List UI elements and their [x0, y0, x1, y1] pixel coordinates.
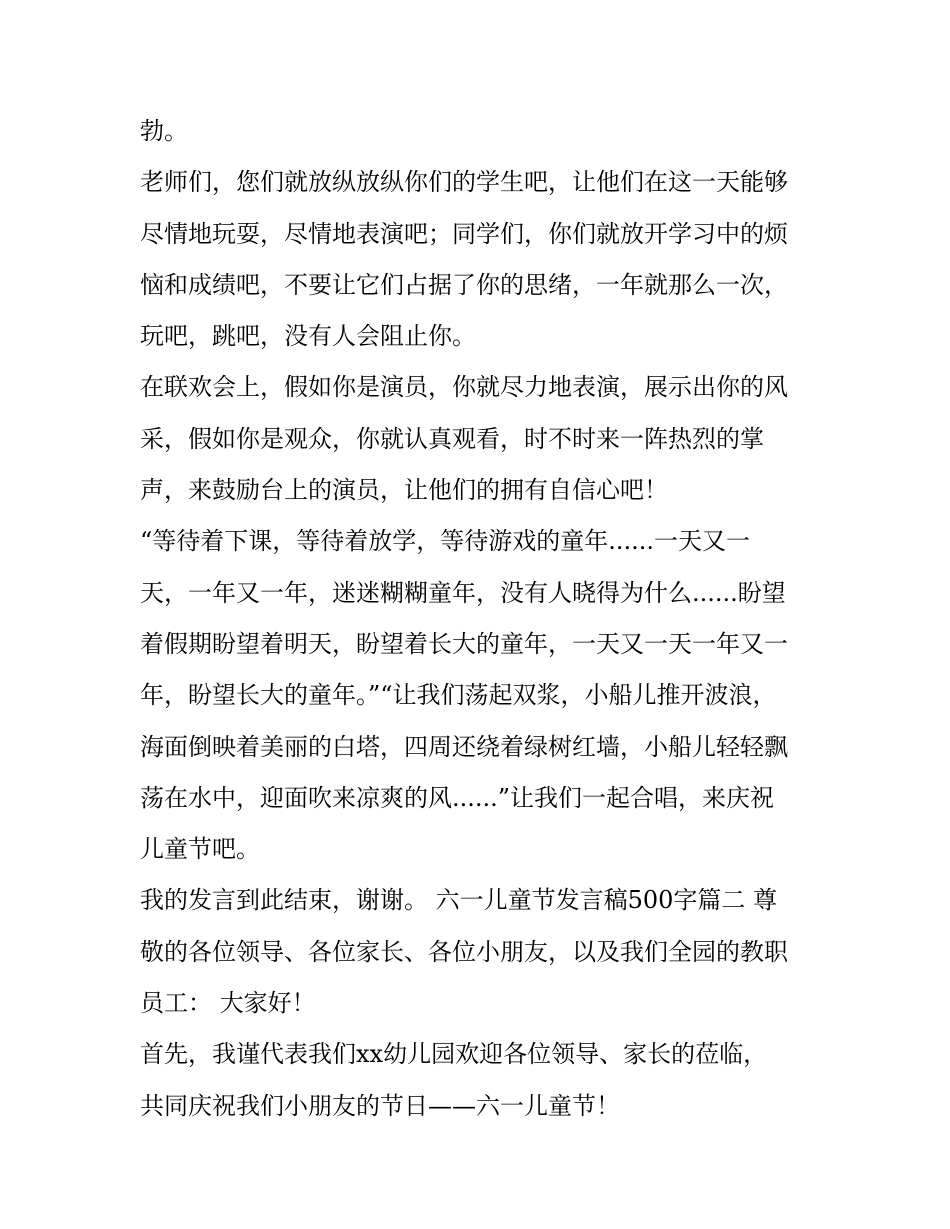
- body-text: [140, 106, 820, 1132]
- text-line: 老师们，您们就放纵放纵你们的学生吧，让他们在这一天能够: [140, 168, 788, 197]
- text-line: 我的发言到此结束，谢谢。 六一儿童节发言稿500字篇二 尊: [140, 886, 778, 915]
- text-line: 玩吧，跳吧，没有人会阻止你。: [140, 322, 476, 351]
- text-line: 声，来鼓励台上的演员，让他们的拥有自信心吧！: [140, 476, 668, 505]
- text-line: 天，一年又一年，迷迷糊糊童年，没有人晓得为什么......盼望: [140, 578, 786, 607]
- text-line: 着假期盼望着明天，盼望着长大的童年，一天又一天一年又一: [140, 629, 788, 658]
- text-line: 海面倒映着美丽的白塔，四周还绕着绿树红墙，小船儿轻轻飘: [140, 732, 788, 761]
- text-line: 采，假如你是观众，你就认真观看，时不时来一阵热烈的掌: [140, 424, 764, 453]
- text-line: 共同庆祝我们小朋友的节日——六一儿童节！: [140, 1091, 620, 1120]
- text-line: 年，盼望长大的童年。”“让我们荡起双浆，小船儿推开波浪，: [140, 681, 777, 710]
- text-line: 尽情地玩耍，尽情地表演吧；同学们，你们就放开学习中的烦: [140, 219, 788, 248]
- text-line: 首先，我谨代表我们xx幼儿园欢迎各位领导、家长的莅临，: [140, 1040, 768, 1069]
- text-line: 恼和成绩吧，不要让它们占据了你的思绪，一年就那么一次，: [140, 270, 788, 299]
- text-line: 荡在水中，迎面吹来凉爽的风......”让我们一起合唱，来庆祝: [140, 783, 775, 812]
- text-line: “等待着下课，等待着放学，等待游戏的童年......一天又一: [140, 527, 751, 556]
- text-line: 员工： 大家好！: [140, 989, 316, 1018]
- text-line: 勃。: [140, 117, 188, 145]
- text-line: 敬的各位领导、各位家长、各位小朋友，以及我们全园的教职: [140, 937, 788, 966]
- text-line: 儿童节吧。: [140, 835, 260, 864]
- text-line: 在联欢会上，假如你是演员，你就尽力地表演，展示出你的风: [140, 373, 788, 402]
